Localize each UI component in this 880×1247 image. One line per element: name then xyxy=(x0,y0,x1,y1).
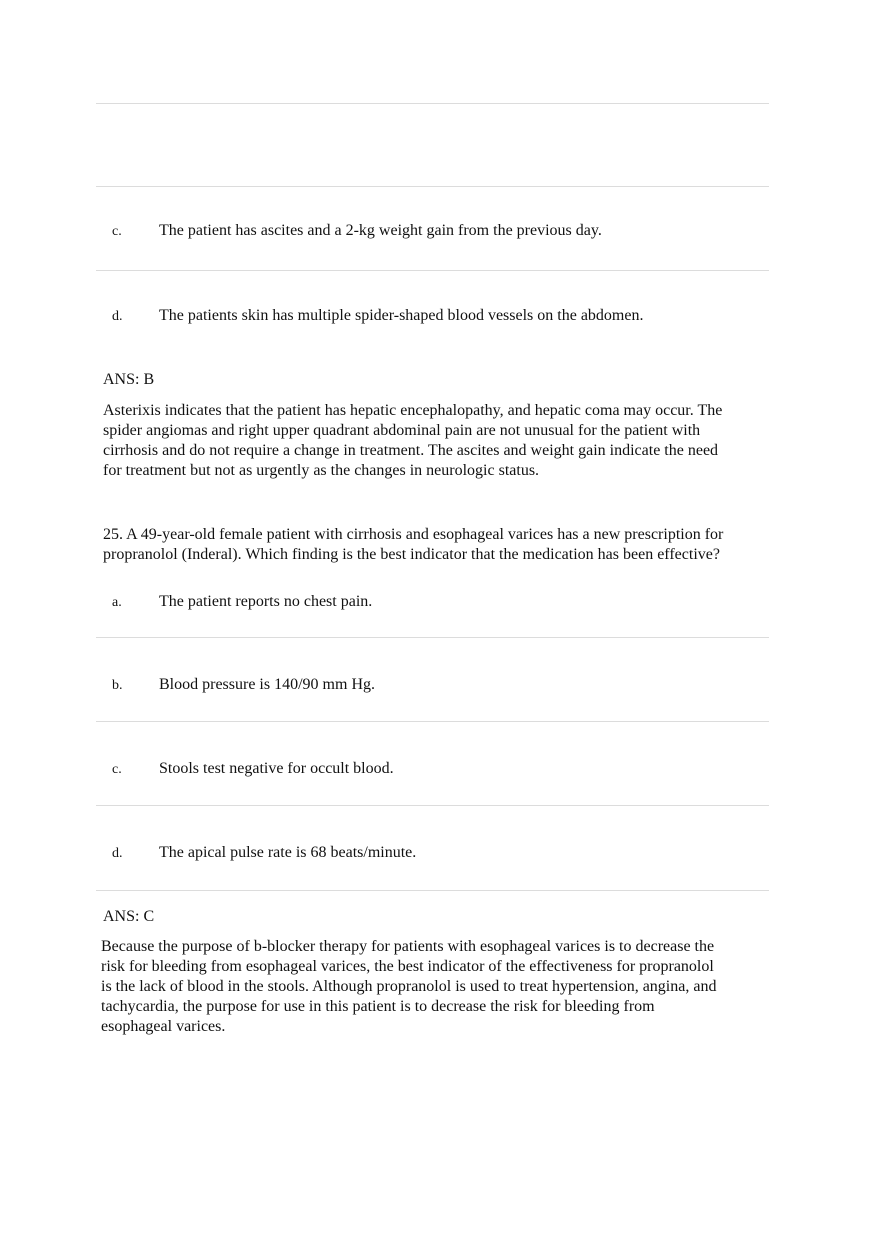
rationale-line: spider angiomas and right upper quadrant abdominal pain are not unusual for the patient with xyxy=(103,422,701,439)
table-rule xyxy=(96,721,769,722)
answer-label: ANS: C xyxy=(103,908,155,925)
table-rule-top xyxy=(96,103,769,104)
option-letter-b: b. xyxy=(112,678,123,693)
option-letter-d: d. xyxy=(112,846,123,861)
question-stem-line: propranolol (Inderal). Which finding is the best indicator that the medication has been effective? xyxy=(103,546,720,563)
option-text-c: The patient has ascites and a 2-kg weight gain from the previous day. xyxy=(159,222,602,239)
option-letter-c: c. xyxy=(112,762,122,777)
option-letter-d: d. xyxy=(112,309,123,324)
rationale-paragraph xyxy=(101,937,781,1037)
table-rule xyxy=(96,637,769,638)
option-letter-a: a. xyxy=(112,595,122,610)
rationale-line: cirrhosis and do not require a change in treatment. The ascites and weight gain indicate the need xyxy=(103,442,719,459)
rationale-line: Asterixis indicates that the patient has hepatic encephalopathy, and hepatic coma may occur. The xyxy=(103,402,723,419)
rationale-paragraph xyxy=(103,401,783,481)
option-text-a: The patient reports no chest pain. xyxy=(159,593,373,610)
answer-label: ANS: B xyxy=(103,371,155,388)
option-text-b: Blood pressure is 140/90 mm Hg. xyxy=(159,676,375,693)
table-rule xyxy=(96,270,769,271)
rationale-line: risk for bleeding from esophageal varices, the best indicator of the effectiveness for propranolol xyxy=(101,958,714,975)
table-rule xyxy=(96,805,769,806)
option-text-d: The patients skin has multiple spider-shaped blood vessels on the abdomen. xyxy=(159,307,644,324)
rationale-line: Because the purpose of b-blocker therapy for patients with esophageal varices is to decrease the xyxy=(101,938,715,955)
question-stem xyxy=(103,525,783,565)
rationale-line: is the lack of blood in the stools. Although propranolol is used to treat hypertension, angina, and xyxy=(101,978,717,995)
table-rule-bottom xyxy=(96,890,769,891)
rationale-line: esophageal varices. xyxy=(101,1018,226,1035)
option-letter-c: c. xyxy=(112,224,122,239)
question-stem-line: 25. A 49-year-old female patient with cirrhosis and esophageal varices has a new prescription for xyxy=(103,526,724,543)
rationale-line: tachycardia, the purpose for use in this patient is to decrease the risk for bleeding from xyxy=(101,998,655,1015)
option-text-c: Stools test negative for occult blood. xyxy=(159,760,394,777)
rationale-line: for treatment but not as urgently as the changes in neurologic status. xyxy=(103,462,540,479)
option-text-d: The apical pulse rate is 68 beats/minute. xyxy=(159,844,417,861)
table-rule xyxy=(96,186,769,187)
